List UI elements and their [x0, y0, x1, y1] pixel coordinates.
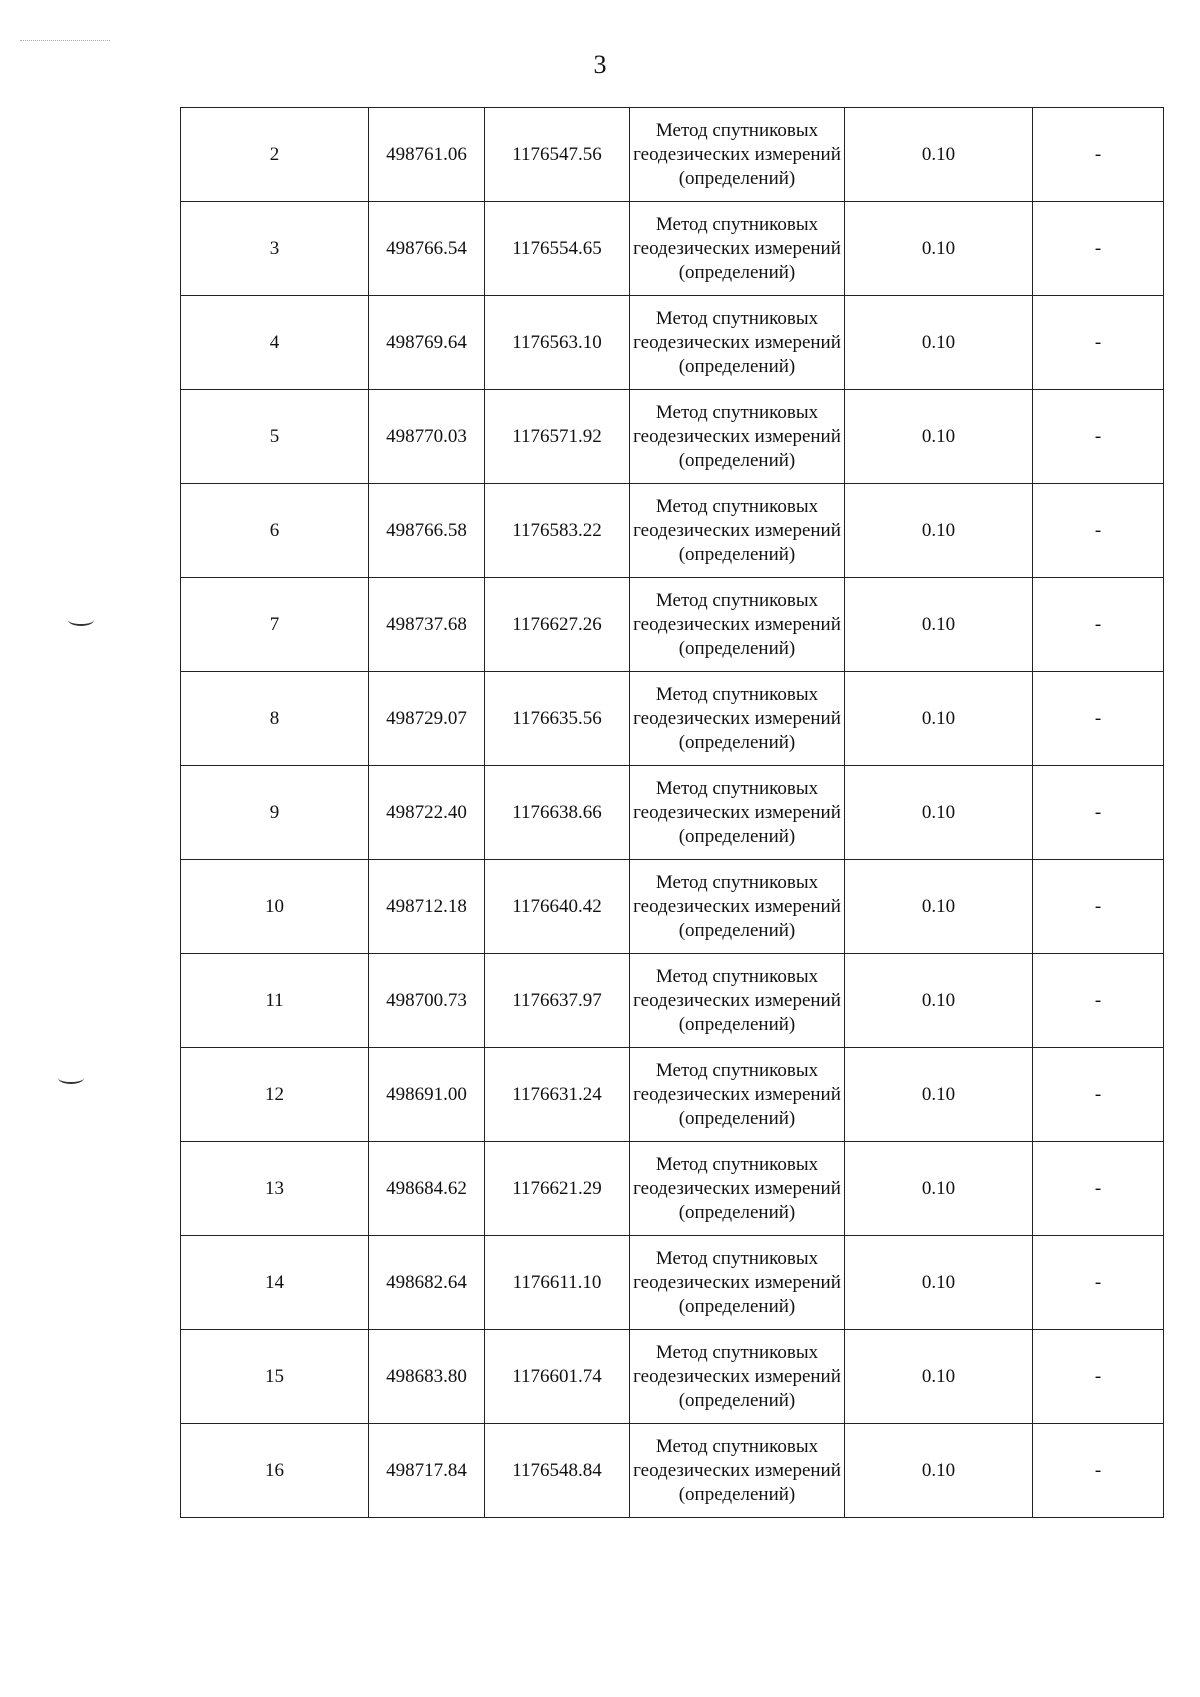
coordinates-table [180, 107, 1164, 1518]
cell-coordinate-x: 498684.62 [369, 1142, 485, 1236]
cell-note: - [1033, 202, 1164, 296]
table-row [181, 1142, 1164, 1236]
cell-method: Метод спутниковых геодезических измерений (определений) [630, 1424, 845, 1518]
table-row [181, 484, 1164, 578]
cell-method: Метод спутниковых геодезических измерений (определений) [630, 1048, 845, 1142]
cell-coordinate-y: 1176627.26 [485, 578, 630, 672]
cell-method: Метод спутниковых геодезических измерений (определений) [630, 1236, 845, 1330]
cell-coordinate-y: 1176571.92 [485, 390, 630, 484]
cell-note: - [1033, 108, 1164, 202]
cell-point-number: 7 [181, 578, 369, 672]
table-row [181, 202, 1164, 296]
cell-point-number: 13 [181, 1142, 369, 1236]
table-row [181, 672, 1164, 766]
cell-coordinate-y: 1176583.22 [485, 484, 630, 578]
cell-coordinate-x: 498700.73 [369, 954, 485, 1048]
cell-point-number: 3 [181, 202, 369, 296]
cell-point-number: 11 [181, 954, 369, 1048]
cell-point-number: 10 [181, 860, 369, 954]
cell-point-number: 8 [181, 672, 369, 766]
cell-note: - [1033, 484, 1164, 578]
cell-method: Метод спутниковых геодезических измерений (определений) [630, 860, 845, 954]
table-row [181, 390, 1164, 484]
cell-note: - [1033, 578, 1164, 672]
table-row [181, 1048, 1164, 1142]
cell-method: Метод спутниковых геодезических измерений (определений) [630, 390, 845, 484]
cell-coordinate-x: 498682.64 [369, 1236, 485, 1330]
cell-coordinate-y: 1176635.56 [485, 672, 630, 766]
cell-point-number: 12 [181, 1048, 369, 1142]
cell-precision: 0.10 [845, 954, 1033, 1048]
cell-precision: 0.10 [845, 1048, 1033, 1142]
cell-coordinate-y: 1176554.65 [485, 202, 630, 296]
cell-method: Метод спутниковых геодезических измерений (определений) [630, 672, 845, 766]
cell-precision: 0.10 [845, 390, 1033, 484]
cell-note: - [1033, 1048, 1164, 1142]
cell-coordinate-x: 498769.64 [369, 296, 485, 390]
cell-coordinate-x: 498766.58 [369, 484, 485, 578]
cell-method: Метод спутниковых геодезических измерений (определений) [630, 1330, 845, 1424]
cell-coordinate-x: 498712.18 [369, 860, 485, 954]
cell-note: - [1033, 1142, 1164, 1236]
table-row [181, 1424, 1164, 1518]
cell-precision: 0.10 [845, 296, 1033, 390]
cell-point-number: 4 [181, 296, 369, 390]
table-row [181, 296, 1164, 390]
cell-precision: 0.10 [845, 672, 1033, 766]
cell-point-number: 6 [181, 484, 369, 578]
cell-precision: 0.10 [845, 484, 1033, 578]
cell-point-number: 15 [181, 1330, 369, 1424]
cell-note: - [1033, 296, 1164, 390]
cell-coordinate-x: 498717.84 [369, 1424, 485, 1518]
cell-note: - [1033, 1424, 1164, 1518]
table-row [181, 1236, 1164, 1330]
cell-method: Метод спутниковых геодезических измерений (определений) [630, 954, 845, 1048]
cell-coordinate-x: 498683.80 [369, 1330, 485, 1424]
cell-note: - [1033, 1330, 1164, 1424]
cell-coordinate-x: 498737.68 [369, 578, 485, 672]
cell-coordinate-y: 1176631.24 [485, 1048, 630, 1142]
cell-precision: 0.10 [845, 1236, 1033, 1330]
cell-precision: 0.10 [845, 578, 1033, 672]
cell-precision: 0.10 [845, 766, 1033, 860]
cell-coordinate-x: 498729.07 [369, 672, 485, 766]
cell-method: Метод спутниковых геодезических измерений (определений) [630, 296, 845, 390]
cell-method: Метод спутниковых геодезических измерений (определений) [630, 108, 845, 202]
cell-method: Метод спутниковых геодезических измерений (определений) [630, 766, 845, 860]
cell-point-number: 9 [181, 766, 369, 860]
punch-hole-mark [68, 614, 94, 626]
cell-coordinate-y: 1176638.66 [485, 766, 630, 860]
cell-note: - [1033, 860, 1164, 954]
cell-point-number: 14 [181, 1236, 369, 1330]
cell-coordinate-y: 1176547.56 [485, 108, 630, 202]
page-number: 3 [593, 50, 607, 79]
cell-precision: 0.10 [845, 1330, 1033, 1424]
scan-artifact [20, 40, 110, 43]
cell-precision: 0.10 [845, 860, 1033, 954]
table-row [181, 954, 1164, 1048]
cell-precision: 0.10 [845, 1142, 1033, 1236]
cell-precision: 0.10 [845, 1424, 1033, 1518]
table-row [181, 108, 1164, 202]
coordinates-table-body [181, 108, 1164, 1518]
cell-coordinate-y: 1176563.10 [485, 296, 630, 390]
cell-point-number: 2 [181, 108, 369, 202]
punch-hole-mark [58, 1072, 84, 1084]
cell-note: - [1033, 672, 1164, 766]
cell-precision: 0.10 [845, 108, 1033, 202]
cell-note: - [1033, 390, 1164, 484]
cell-coordinate-x: 498770.03 [369, 390, 485, 484]
cell-coordinate-x: 498766.54 [369, 202, 485, 296]
table-row [181, 578, 1164, 672]
cell-method: Метод спутниковых геодезических измерений (определений) [630, 484, 845, 578]
table-row [181, 1330, 1164, 1424]
cell-coordinate-y: 1176621.29 [485, 1142, 630, 1236]
cell-method: Метод спутниковых геодезических измерений (определений) [630, 1142, 845, 1236]
cell-coordinate-y: 1176640.42 [485, 860, 630, 954]
cell-coordinate-y: 1176611.10 [485, 1236, 630, 1330]
cell-coordinate-y: 1176548.84 [485, 1424, 630, 1518]
cell-method: Метод спутниковых геодезических измерений (определений) [630, 578, 845, 672]
cell-point-number: 16 [181, 1424, 369, 1518]
cell-coordinate-x: 498691.00 [369, 1048, 485, 1142]
table-row [181, 860, 1164, 954]
table-row [181, 766, 1164, 860]
cell-note: - [1033, 1236, 1164, 1330]
cell-note: - [1033, 766, 1164, 860]
cell-coordinate-y: 1176601.74 [485, 1330, 630, 1424]
cell-method: Метод спутниковых геодезических измерений (определений) [630, 202, 845, 296]
cell-coordinate-x: 498761.06 [369, 108, 485, 202]
cell-point-number: 5 [181, 390, 369, 484]
cell-precision: 0.10 [845, 202, 1033, 296]
cell-note: - [1033, 954, 1164, 1048]
cell-coordinate-x: 498722.40 [369, 766, 485, 860]
cell-coordinate-y: 1176637.97 [485, 954, 630, 1048]
